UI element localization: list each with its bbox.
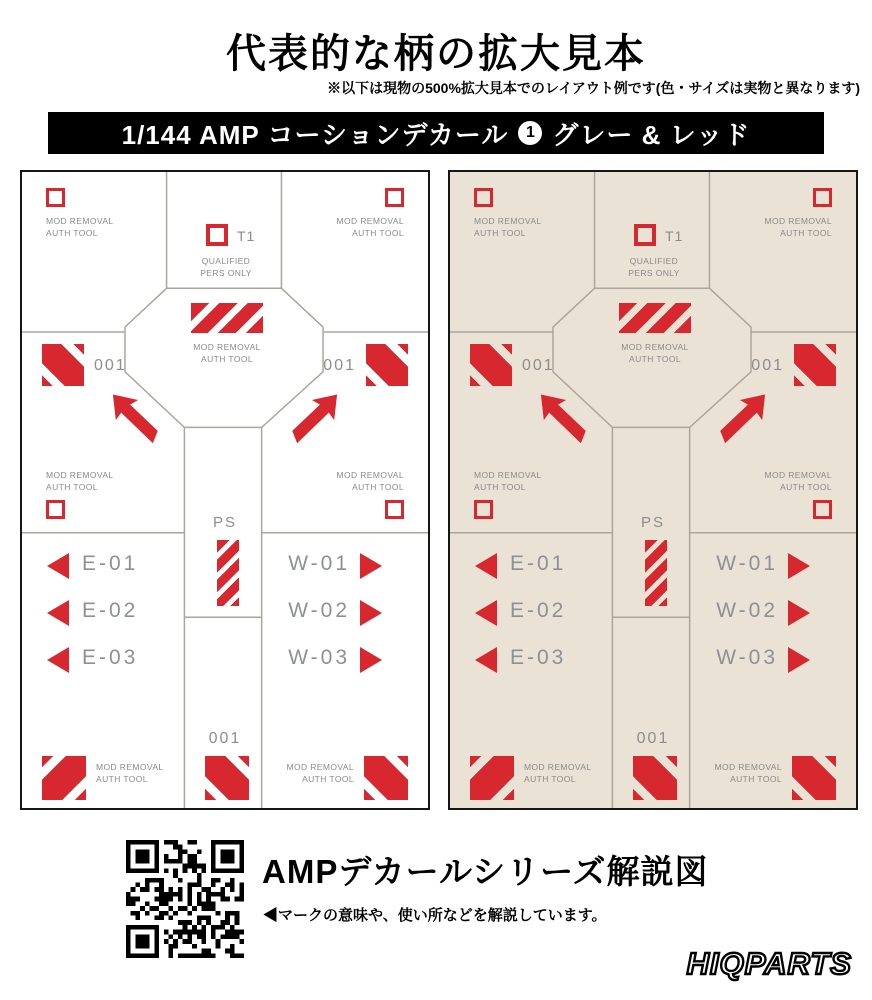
hazard-stripes-icon	[792, 756, 836, 800]
hiqparts-logo: HIQPARTS	[686, 946, 852, 981]
hazard-stripes-icon	[205, 756, 249, 800]
caption-line: AUTH TOOL	[524, 773, 576, 784]
page-title: 代表的な柄の拡大見本	[226, 32, 646, 76]
red-square-outline-icon	[813, 188, 832, 207]
page-subtitle: ※以下は現物の500%拡大見本でのレイアウト例です(色・サイズは実物と異なります)	[327, 80, 860, 96]
red-square-outline-icon	[634, 224, 656, 246]
hazard-stripes-bar-icon	[645, 540, 667, 606]
banner-variant: グレー & レッド	[552, 119, 751, 150]
caption-line: AUTH TOOL	[302, 773, 354, 784]
id-001-label: 001	[323, 357, 356, 374]
caption-line: AUTH TOOL	[474, 227, 526, 238]
hazard-stripes-icon	[794, 344, 836, 386]
right-triangle-icon	[360, 600, 382, 626]
decal-sheet-white	[20, 170, 430, 810]
id-001-label: 001	[636, 730, 670, 747]
east-label: E-03	[82, 646, 139, 669]
pointer-arrow-icon	[286, 383, 344, 455]
t1-label: T1	[237, 228, 256, 244]
banner-product-name: 1/144 AMP コーションデカール	[121, 119, 509, 150]
id-001-label: 001	[208, 730, 242, 747]
caption-line: QUALIFIED	[629, 256, 679, 266]
caption-line: AUTH TOOL	[352, 481, 404, 492]
hazard-stripes-icon	[191, 303, 263, 333]
mod-removal-caption	[764, 216, 832, 239]
left-triangle-icon	[47, 553, 69, 579]
east-label: E-02	[82, 599, 139, 622]
mod-removal-caption	[167, 342, 287, 365]
left-triangle-icon	[475, 553, 497, 579]
pointer-arrow-icon	[106, 383, 164, 455]
right-triangle-icon	[788, 553, 810, 579]
caption-line: AUTH TOOL	[201, 353, 253, 364]
circled-one-icon: 1	[518, 121, 542, 145]
caption-line: MOD REMOVAL	[764, 470, 832, 480]
qualified-pers-caption	[168, 256, 284, 279]
mod-removal-caption	[764, 470, 832, 493]
mod-removal-caption	[96, 762, 164, 785]
red-square-outline-icon	[474, 188, 493, 207]
west-label: W-01	[716, 552, 778, 575]
caption-line: AUTH TOOL	[352, 227, 404, 238]
hazard-stripes-icon	[42, 344, 84, 386]
hazard-stripes-icon	[366, 344, 408, 386]
caption-line: MOD REMOVAL	[286, 762, 354, 772]
caption-line: AUTH TOOL	[780, 227, 832, 238]
mod-removal-caption	[336, 470, 404, 493]
t1-label: T1	[665, 228, 684, 244]
mod-removal-caption	[286, 762, 354, 785]
caption-line: QUALIFIED	[201, 256, 251, 266]
caption-line: MOD REMOVAL	[96, 762, 164, 772]
caption-line: AUTH TOOL	[46, 481, 98, 492]
caption-line: AUTH TOOL	[96, 773, 148, 784]
caption-line: MOD REMOVAL	[46, 470, 114, 480]
hazard-stripes-icon	[470, 344, 512, 386]
left-triangle-icon	[47, 647, 69, 673]
caption-line: AUTH TOOL	[629, 353, 681, 364]
right-triangle-icon	[360, 553, 382, 579]
caption-line: MOD REMOVAL	[714, 762, 782, 772]
left-triangle-icon	[475, 600, 497, 626]
mod-removal-caption	[474, 216, 542, 239]
caption-line: AUTH TOOL	[46, 227, 98, 238]
red-square-outline-icon	[46, 188, 65, 207]
qr-code	[126, 840, 244, 958]
west-label: W-03	[716, 646, 778, 669]
west-label: W-01	[288, 552, 350, 575]
decal-sheet-beige	[448, 170, 858, 810]
red-square-outline-icon	[206, 224, 228, 246]
hazard-stripes-icon	[364, 756, 408, 800]
pointer-arrow-icon	[714, 383, 772, 455]
caption-line: AUTH TOOL	[780, 481, 832, 492]
caption-line: MOD REMOVAL	[474, 470, 542, 480]
east-label: E-01	[510, 552, 567, 575]
right-triangle-icon	[360, 647, 382, 673]
right-triangle-icon	[788, 647, 810, 673]
caption-line: MOD REMOVAL	[193, 342, 261, 352]
left-triangle-icon	[47, 600, 69, 626]
west-label: W-02	[288, 599, 350, 622]
caption-line: MOD REMOVAL	[336, 470, 404, 480]
caption-line: MOD REMOVAL	[46, 216, 114, 226]
west-label: W-02	[716, 599, 778, 622]
hazard-stripes-bar-icon	[217, 540, 239, 606]
red-square-outline-icon	[385, 500, 404, 519]
ps-label: PS	[212, 514, 237, 531]
id-001-label: 001	[751, 357, 784, 374]
red-square-outline-icon	[46, 500, 65, 519]
caption-line: MOD REMOVAL	[474, 216, 542, 226]
red-square-outline-icon	[474, 500, 493, 519]
caption-line: PERS ONLY	[628, 267, 680, 278]
mod-removal-caption	[46, 470, 114, 493]
footer-description: ◀マークの意味や、使い所などを解説しています。	[263, 907, 607, 924]
mod-removal-caption	[524, 762, 592, 785]
pointer-arrow-icon	[534, 383, 592, 455]
right-triangle-icon	[788, 600, 810, 626]
caption-line: AUTH TOOL	[474, 481, 526, 492]
product-banner	[48, 112, 824, 154]
mod-removal-caption	[714, 762, 782, 785]
caption-line: AUTH TOOL	[730, 773, 782, 784]
west-label: W-03	[288, 646, 350, 669]
caption-line: PERS ONLY	[200, 267, 252, 278]
east-label: E-03	[510, 646, 567, 669]
mod-removal-caption	[46, 216, 114, 239]
qualified-pers-caption	[596, 256, 712, 279]
mod-removal-caption	[595, 342, 715, 365]
decal-sheets	[20, 170, 858, 810]
caption-line: MOD REMOVAL	[524, 762, 592, 772]
mod-removal-caption	[336, 216, 404, 239]
hazard-stripes-icon	[470, 756, 514, 800]
east-label: E-02	[510, 599, 567, 622]
caption-line: MOD REMOVAL	[336, 216, 404, 226]
mod-removal-caption	[474, 470, 542, 493]
caption-line: MOD REMOVAL	[764, 216, 832, 226]
caption-line: MOD REMOVAL	[621, 342, 689, 352]
id-001-label: 001	[94, 357, 127, 374]
ps-label: PS	[640, 514, 665, 531]
hazard-stripes-icon	[42, 756, 86, 800]
east-label: E-01	[82, 552, 139, 575]
hazard-stripes-icon	[619, 303, 691, 333]
id-001-label: 001	[522, 357, 555, 374]
red-square-outline-icon	[813, 500, 832, 519]
left-triangle-icon	[475, 647, 497, 673]
footer-heading: AMPデカールシリーズ解説図	[262, 853, 709, 890]
hazard-stripes-icon	[633, 756, 677, 800]
red-square-outline-icon	[385, 188, 404, 207]
